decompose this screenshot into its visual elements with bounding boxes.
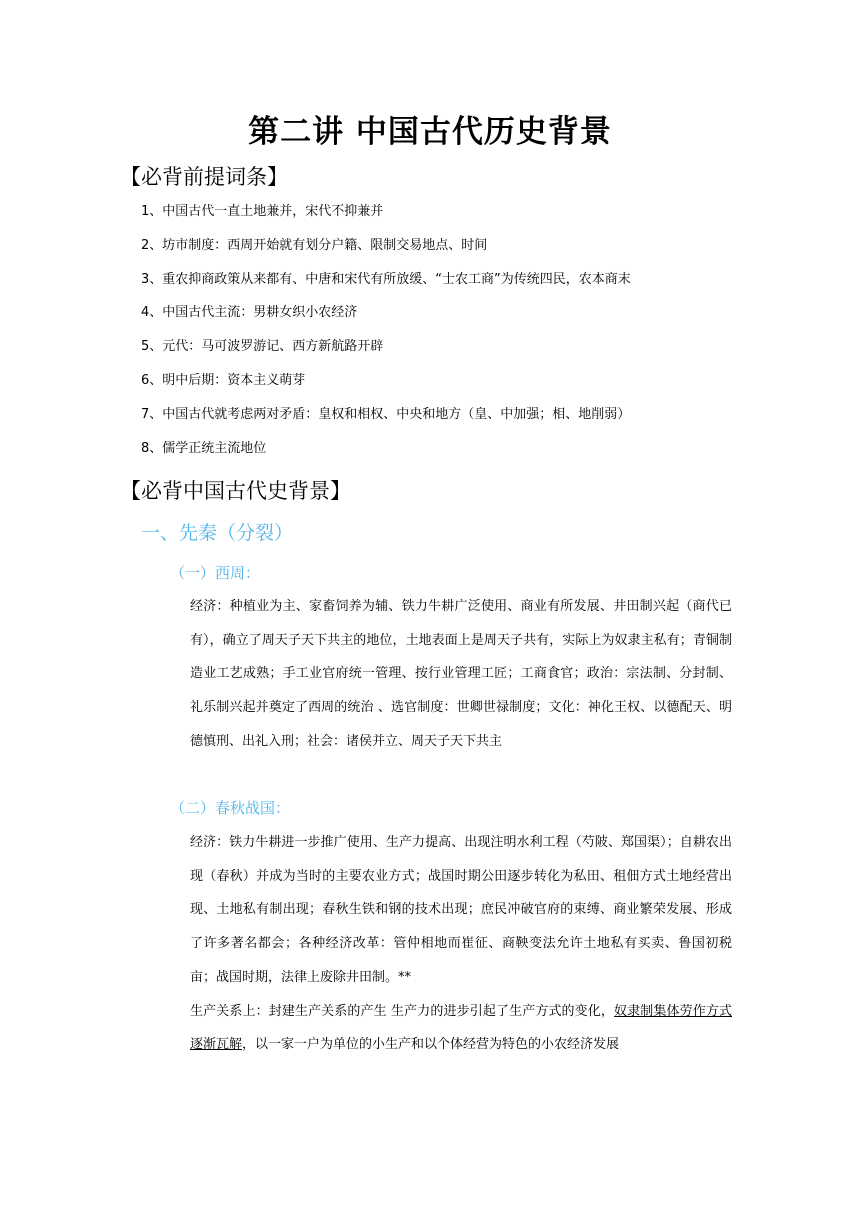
premise-terms-list [141, 200, 631, 470]
western-zhou-text: 经济：种植业为主、家畜饲养为辅、铁力牛耕广泛使用、商业有所发展、井田制兴起（商代已有），确立了周天子天下共主的地位，土地表面上是周天子共有，实际上为奴隶主私有；青铜制造业工艺成熟；手工业官府统一管理、按行业管理工匠；工商食官；政治：宗法制、分封制、礼乐制兴起并奠定了西周的统治 、选官制度：世卿世禄制度；文化：神化王权、以德配天、明德慎刑、出礼入刑；社会：诸侯并立、周天子天下共主 [190, 599, 732, 749]
list-item: 5、元代：马可波罗游记、西方新航路开辟 [141, 339, 384, 355]
part-heading-pre-qin: 一、先秦（分裂） [141, 522, 294, 544]
list-item: 6、明中后期：资本主义萌芽 [141, 372, 306, 388]
relations-underlined: 奴隶制集体劳作方式逐渐瓦解 [190, 1003, 732, 1053]
list-item: 2、坊市制度：西周开始就有划分户籍、限制交易地点、时间 [141, 237, 488, 253]
list-item: 7、中国古代就考虑两对矛盾：皇权和相权、中央和地方（皇、中加强；相、地削弱） [141, 406, 631, 422]
list-item: 1、中国古代一直土地兼并，宋代不抑兼并 [141, 204, 384, 219]
list-item: 8、儒学正统主流地位 [141, 440, 267, 456]
list-item: 3、重农抑商政策从来都有、中唐和宋代有所放缓、“士农工商”为传统四民，农本商末 [141, 271, 631, 287]
relations-prefix: 生产关系上：封建生产关系的产生 生产力的进步引起了生产方式的变化， [190, 1003, 615, 1019]
subsection-heading-western-zhou: （一）西周： [170, 564, 261, 582]
spring-autumn-paragraph [190, 826, 732, 1062]
spring-autumn-text: 经济：铁力牛耕进一步推广使用、生产力提高、出现注明水利工程（芍陂、郑国渠）；自耕农出现（春秋）并成为当时的主要农业方式；战国时期公田逐步转化为私田、租佃方式土地经营出现、土地私有制出现；春秋生铁和钢的技术出现；庶民冲破官府的束缚、商业繁荣发展、形成了许多著名都会；各种经济改革：管仲相地而崔征、商鞅变法允许土地私有买卖、鲁国初税亩；战国时期，法律上废除井田制。** [190, 835, 732, 985]
section-heading-premise-terms: 【必背前提词条】 [120, 165, 288, 189]
subsection-heading-spring-autumn: （二）春秋战国： [170, 799, 291, 817]
western-zhou-paragraph [190, 590, 732, 759]
section-heading-ancient-history: 【必背中国古代史背景】 [120, 479, 351, 503]
relations-suffix: ，以一家一户为单位的小生产和以个体经营为特色的小农经济发展 [242, 1037, 620, 1053]
page-title: 第二讲 中国古代历史背景 [248, 114, 612, 150]
list-item: 4、中国古代主流：男耕女织小农经济 [141, 305, 358, 321]
production-relations-text [190, 995, 732, 1062]
